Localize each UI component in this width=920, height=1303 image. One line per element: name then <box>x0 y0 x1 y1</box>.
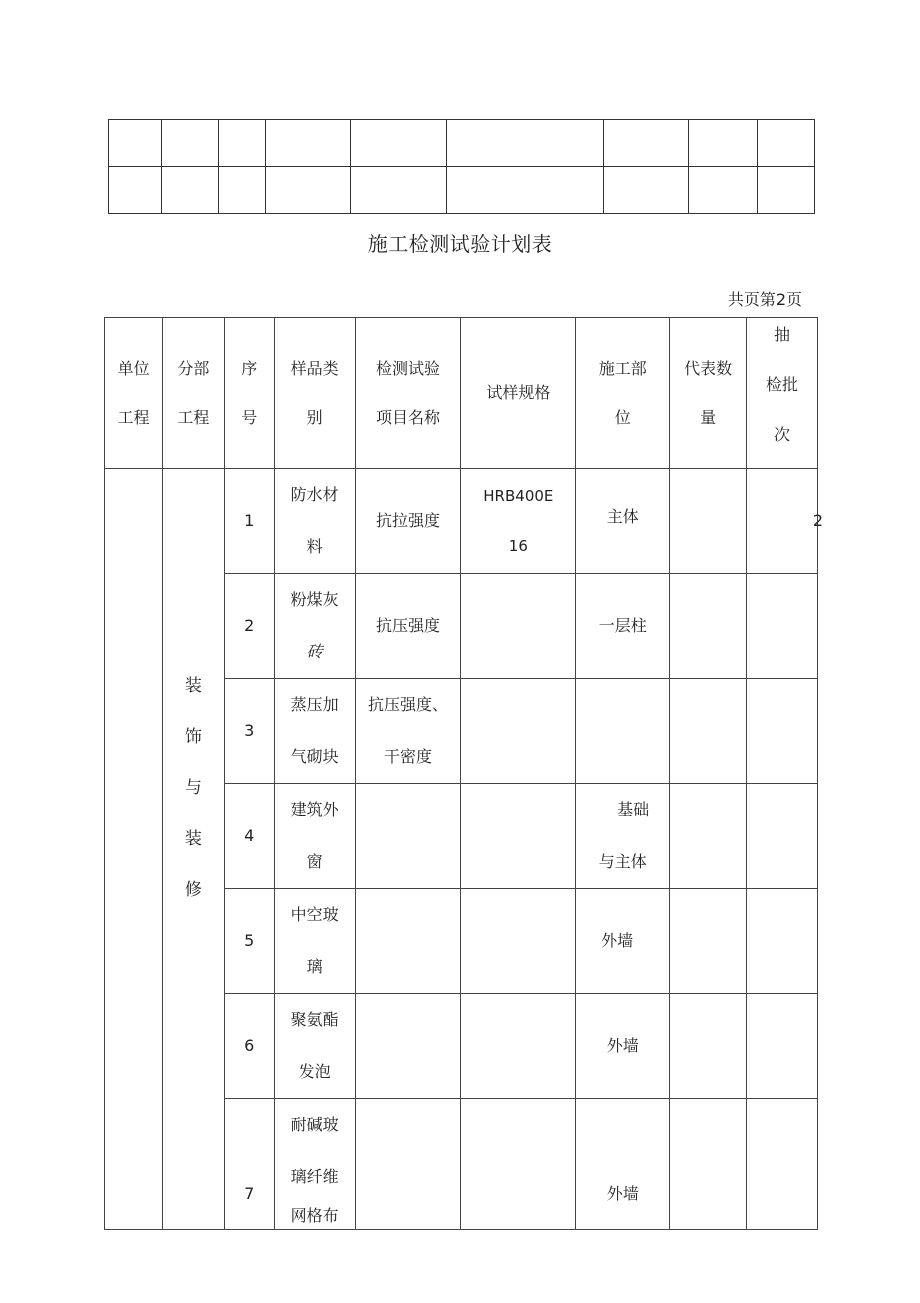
header-lots: 抽 检批 次 <box>747 318 818 469</box>
header-seq: 序 号 <box>224 318 274 469</box>
location-cell: 一层柱 <box>576 574 670 679</box>
empty-cell <box>447 167 604 214</box>
empty-cell <box>219 167 266 214</box>
quantity-cell <box>670 574 747 679</box>
test-item-cell <box>355 784 461 889</box>
header-sample-type: 样品类 别 <box>274 318 355 469</box>
location-cell: 外墙 <box>576 889 670 994</box>
spec-cell <box>461 889 576 994</box>
empty-cell <box>447 120 604 167</box>
unit-cell <box>105 469 163 1230</box>
sample-cell: 中空玻 璃 <box>274 889 355 994</box>
empty-cell <box>604 167 689 214</box>
empty-cell <box>351 120 447 167</box>
test-plan-table-container <box>104 317 823 1225</box>
location-cell: 基础 与主体 <box>576 784 670 889</box>
seq-cell: 2 <box>224 574 274 679</box>
header-quantity: 代表数 量 <box>670 318 747 469</box>
quantity-cell <box>670 469 747 574</box>
seq-cell: 4 <box>224 784 274 889</box>
lots-cell <box>747 889 818 994</box>
page-indicator: 共页第2页 <box>727 290 802 309</box>
empty-row <box>109 167 815 214</box>
spec-cell <box>461 784 576 889</box>
header-row <box>105 318 818 469</box>
header-unit: 单位 工程 <box>105 318 163 469</box>
empty-cell <box>758 120 815 167</box>
header-location: 施工部 位 <box>576 318 670 469</box>
seq-cell: 5 <box>224 889 274 994</box>
test-item-cell <box>355 1099 461 1230</box>
seq-cell: 7 <box>224 1099 274 1230</box>
lots-cell <box>747 574 818 679</box>
test-item-cell: 抗压强度 <box>355 574 461 679</box>
spec-cell: HRB400E 16 <box>461 469 576 574</box>
sample-cell: 防水材 料 <box>274 469 355 574</box>
quantity-cell <box>670 784 747 889</box>
location-cell: 主体 <box>576 469 670 574</box>
empty-cell <box>266 120 351 167</box>
lots-cell: 2 <box>747 469 818 574</box>
lots-cell <box>747 994 818 1099</box>
test-plan-table <box>104 317 823 1230</box>
empty-cell <box>162 120 219 167</box>
empty-cell <box>219 120 266 167</box>
spec-cell <box>461 994 576 1099</box>
quantity-cell <box>670 679 747 784</box>
test-item-cell <box>355 889 461 994</box>
sample-cell: 粉煤灰 砖 <box>274 574 355 679</box>
spec-cell <box>461 1099 576 1230</box>
location-cell: 外墙 <box>576 994 670 1099</box>
seq-cell: 3 <box>224 679 274 784</box>
seq-cell: 6 <box>224 994 274 1099</box>
spec-cell <box>461 679 576 784</box>
sample-cell: 耐碱玻 璃纤维 网格布 <box>274 1099 355 1230</box>
header-division: 分部 工程 <box>162 318 224 469</box>
sample-cell: 建筑外 窗 <box>274 784 355 889</box>
test-item-cell: 抗拉强度 <box>355 469 461 574</box>
header-test-item: 检测试验 项目名称 <box>355 318 461 469</box>
empty-cell <box>162 167 219 214</box>
division-cell: 装 饰 与 装 修 <box>162 469 224 1230</box>
empty-cell <box>109 167 162 214</box>
lots-cell <box>747 1099 818 1230</box>
quantity-cell <box>670 889 747 994</box>
sample-cell: 蒸压加 气砌块 <box>274 679 355 784</box>
empty-cell <box>758 167 815 214</box>
quantity-cell <box>670 994 747 1099</box>
location-cell: 外墙 <box>576 1099 670 1230</box>
quantity-cell <box>670 1099 747 1230</box>
empty-cell <box>109 120 162 167</box>
location-cell <box>576 679 670 784</box>
empty-cell <box>604 120 689 167</box>
lots-cell <box>747 784 818 889</box>
empty-cell <box>351 167 447 214</box>
empty-cell <box>689 167 758 214</box>
sample-cell: 聚氨酯 发泡 <box>274 994 355 1099</box>
document-title: 施工检测试验计划表 <box>367 232 553 256</box>
spec-cell <box>461 574 576 679</box>
empty-cell <box>266 167 351 214</box>
table-row <box>105 469 818 574</box>
test-item-cell: 抗压强度、 干密度 <box>355 679 461 784</box>
lots-cell <box>747 679 818 784</box>
previous-page-table-fragment <box>108 119 815 214</box>
header-spec: 试样规格 <box>461 318 576 469</box>
test-item-cell <box>355 994 461 1099</box>
empty-cell <box>689 120 758 167</box>
seq-cell: 1 <box>224 469 274 574</box>
empty-row <box>109 120 815 167</box>
